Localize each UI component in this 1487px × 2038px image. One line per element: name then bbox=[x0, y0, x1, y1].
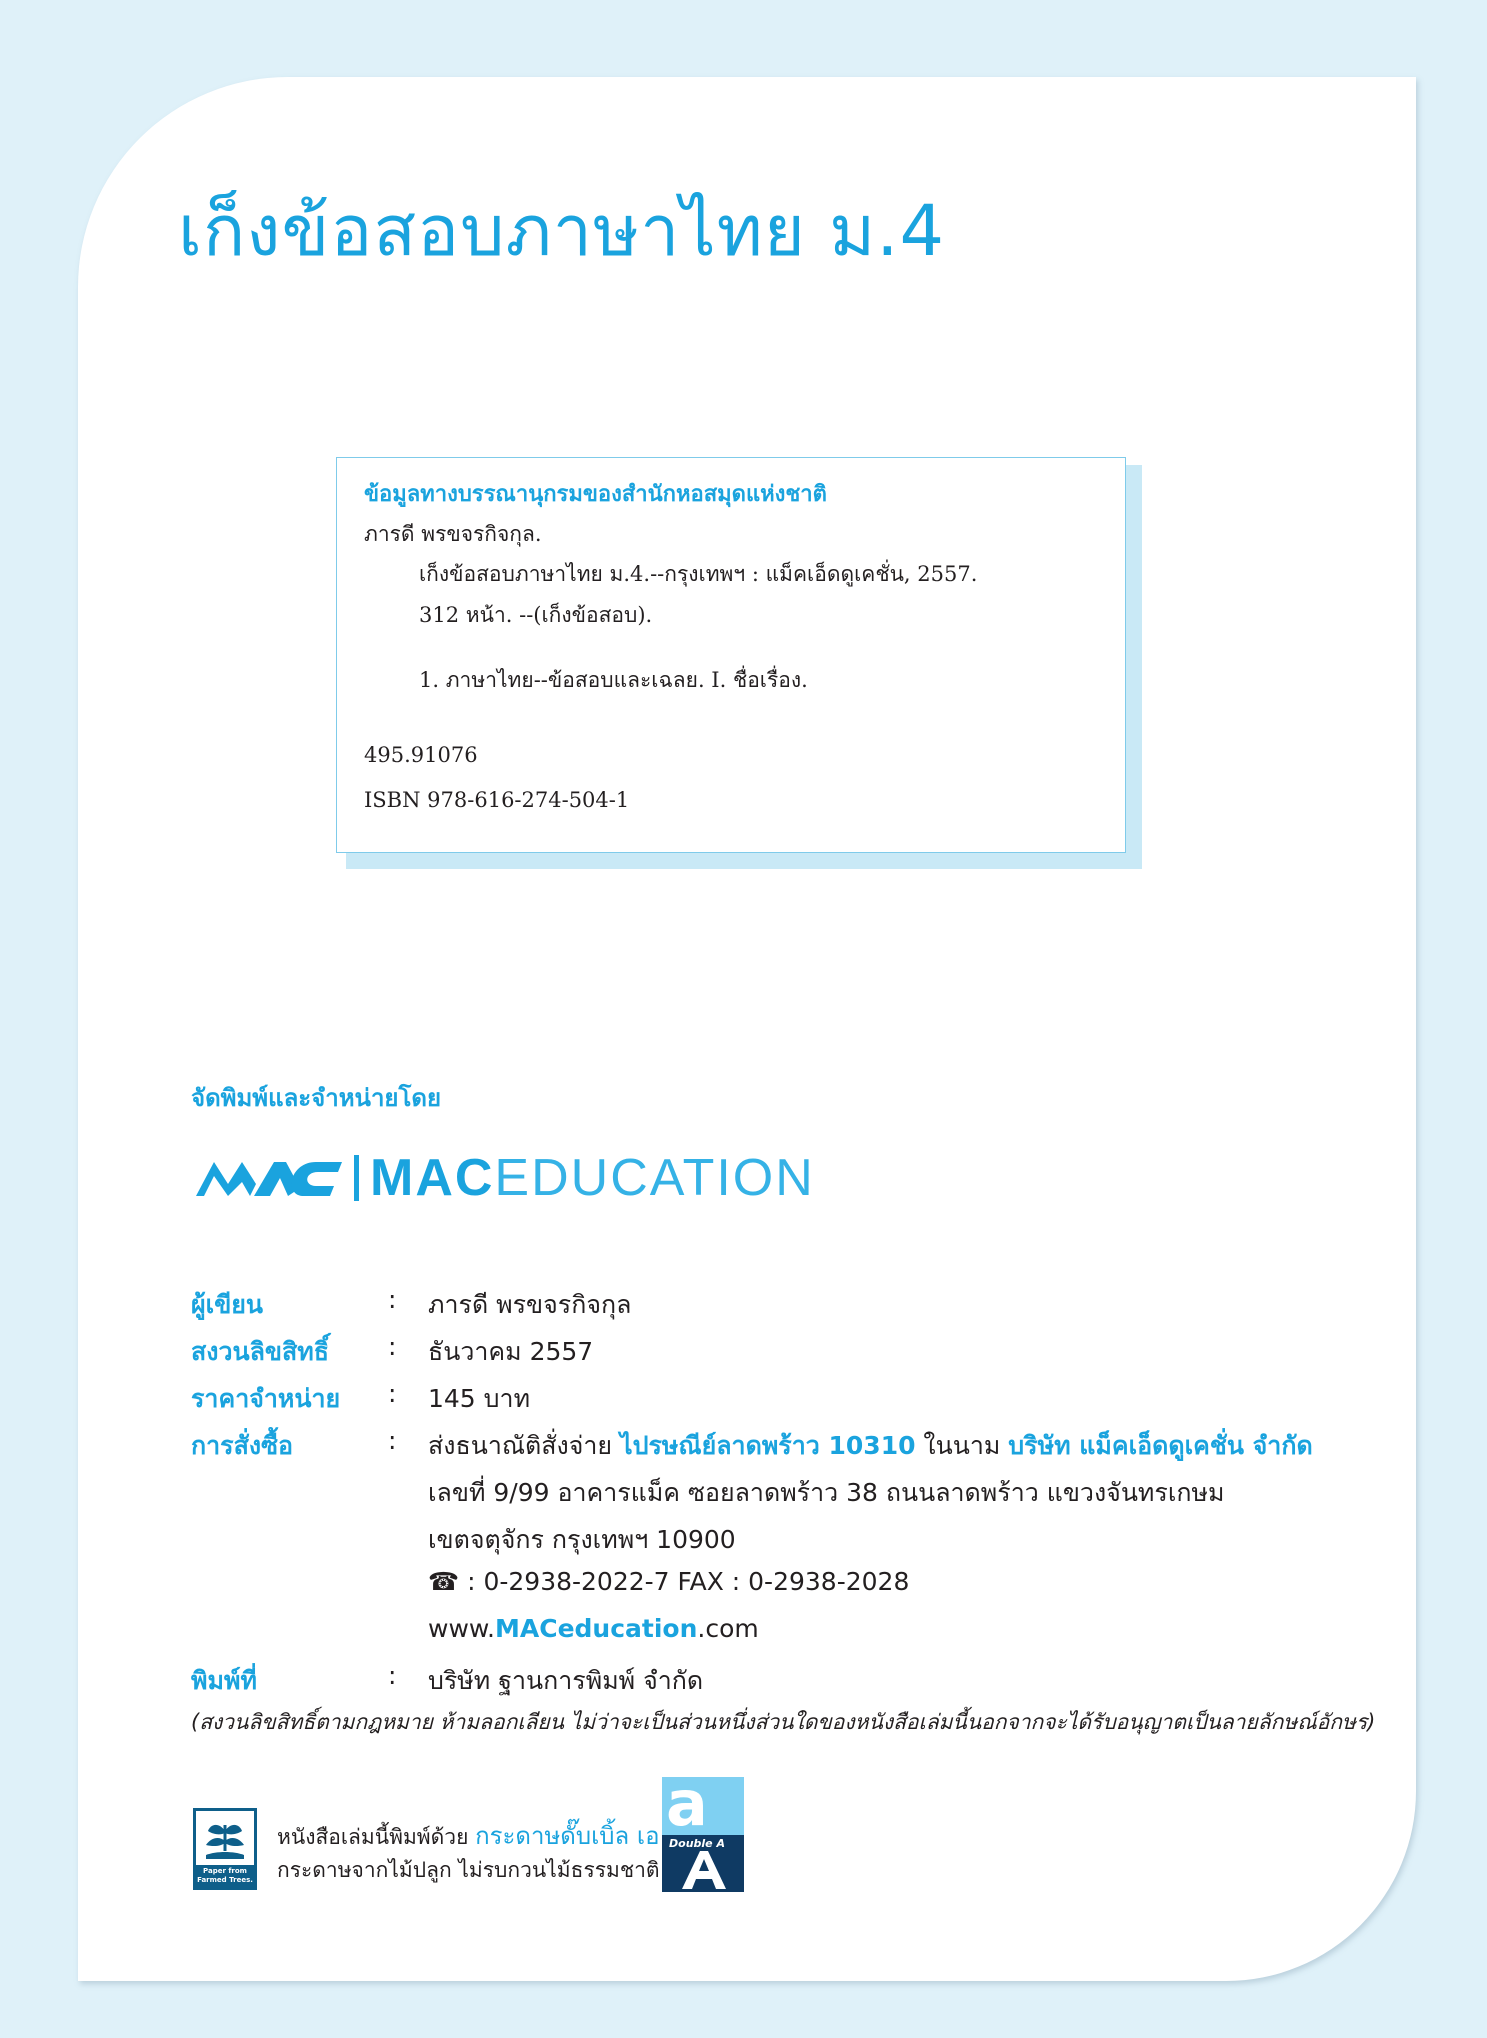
cip-title-line: เก็งข้อสอบภาษาไทย ม.4.--กรุงเทพฯ : แม็คเอ็ดดูเคชั่น, 2557. bbox=[419, 562, 978, 586]
phone-fax: : 0-2938-2022-7 FAX : 0-2938-2028 bbox=[459, 1567, 910, 1596]
price-label: ราคาจำหน่าย bbox=[191, 1384, 341, 1413]
cip-pages-line: 312 หน้า. --(เก็งข้อสอบ). bbox=[419, 603, 653, 627]
cip-author: ภารดี พรขจรกิจกุล. bbox=[364, 522, 542, 546]
colon: : bbox=[388, 1332, 397, 1361]
logo-word-bold: MAC bbox=[370, 1149, 495, 1207]
order-company: บริษัท แม็คเอ็ดดูเคชั่น จำกัด bbox=[1008, 1431, 1313, 1460]
author-value: ภารดี พรขจรกิจกุล bbox=[428, 1290, 632, 1319]
printer-label: พิมพ์ที่ bbox=[191, 1666, 257, 1695]
double-a-text: Double A bbox=[669, 1837, 725, 1850]
web-brand: MACeducation bbox=[495, 1614, 698, 1643]
colon: : bbox=[388, 1285, 397, 1314]
cip-heading: ข้อมูลทางบรรณานุกรมของสำนักหอสมุดแห่งชาติ bbox=[364, 481, 827, 507]
copyright-note: (สงวนลิขสิทธิ์ตามกฎหมาย ห้ามลอกเลียน ไม่ว่าจะเป็นส่วนหนึ่งส่วนใดของหนังสือเล่มนี้นอกจากจะได้รับอนุญาตเป็นลายลักษณ์อักษร) bbox=[191, 1710, 1376, 1734]
address-line-2: เขตจตุจักร กรุงเทพฯ 10900 bbox=[428, 1525, 736, 1554]
order-label: การสั่งซื้อ bbox=[191, 1431, 294, 1460]
mac-logo-icon bbox=[192, 1156, 344, 1200]
page-sheet bbox=[78, 77, 1416, 1981]
cip-class-number: 495.91076 bbox=[364, 743, 478, 767]
paper-line-1-pre: หนังสือเล่มนี้พิมพ์ด้วย bbox=[277, 1825, 476, 1849]
order-value bbox=[428, 1426, 1313, 1466]
cip-box bbox=[336, 457, 1126, 853]
web-pre: www. bbox=[428, 1614, 495, 1643]
paper-line-2: กระดาษจากไม้ปลูก ไม่รบกวนไม้ธรรมชาติ bbox=[277, 1858, 660, 1882]
colon: : bbox=[388, 1426, 397, 1455]
phone-fax-line bbox=[428, 1567, 909, 1596]
mac-education-logo bbox=[192, 1150, 852, 1206]
cip-subject-line: 1. ภาษาไทย--ข้อสอบและเฉลย. I. ชื่อเรื่อง. bbox=[419, 668, 808, 692]
paper-brand: กระดาษดั๊บเบิ้ล เอ bbox=[475, 1822, 660, 1850]
copyright-label: สงวนลิขสิทธิ์ bbox=[191, 1337, 330, 1366]
website[interactable] bbox=[428, 1614, 759, 1643]
double-a-logo-icon bbox=[662, 1777, 744, 1892]
order-mid: ในนาม bbox=[915, 1431, 1009, 1460]
author-label: ผู้เขียน bbox=[191, 1290, 264, 1319]
logo-separator bbox=[354, 1155, 359, 1201]
logo-wordmark bbox=[370, 1148, 815, 1208]
colon: : bbox=[388, 1379, 397, 1408]
order-pre: ส่งธนาณัติสั่งจ่าย bbox=[428, 1431, 621, 1460]
logo-word-light: EDUCATION bbox=[494, 1149, 815, 1207]
address-line-1: เลขที่ 9/99 อาคารแม็ค ซอยลาดพร้าว 38 ถนนลาดพร้าว แขวงจันทรเกษม bbox=[428, 1478, 1225, 1507]
cip-isbn: ISBN 978-616-274-504-1 bbox=[364, 788, 630, 812]
web-post: .com bbox=[697, 1614, 759, 1643]
fsc-text: Paper from Farmed Trees. bbox=[196, 1865, 254, 1887]
svg-text:a: a bbox=[666, 1777, 708, 1840]
paper-from-farmed-trees-icon bbox=[193, 1808, 257, 1890]
telephone-icon: ☎ bbox=[428, 1567, 460, 1596]
leaf-icon bbox=[196, 1811, 254, 1867]
colon: : bbox=[388, 1661, 397, 1690]
publisher-label: จัดพิมพ์และจำหน่ายโดย bbox=[191, 1084, 442, 1112]
printer-value: บริษัท ฐานการพิมพ์ จำกัด bbox=[428, 1666, 704, 1695]
copyright-value: ธันวาคม 2557 bbox=[428, 1337, 594, 1366]
book-title: เก็งข้อสอบภาษาไทย ม.4 bbox=[178, 190, 946, 272]
paper-line-1 bbox=[277, 1816, 659, 1855]
price-value: 145 บาท bbox=[428, 1384, 531, 1413]
order-post-office: ไปรษณีย์ลาดพร้าว 10310 bbox=[620, 1431, 916, 1460]
